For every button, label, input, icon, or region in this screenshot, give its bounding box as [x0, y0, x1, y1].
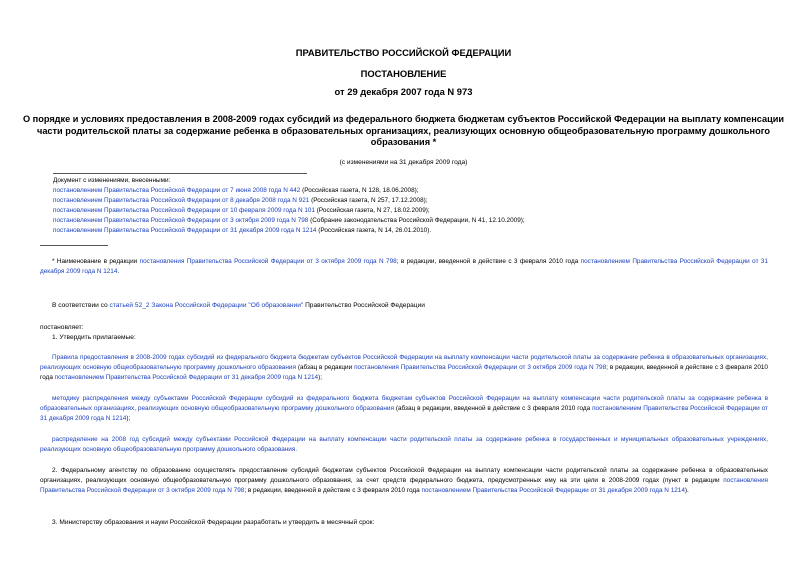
- amendment-link[interactable]: постановлением Правительства Российской Федерации от 8 декабря 2008 года N 921: [53, 197, 310, 204]
- footnote-rule: [40, 245, 108, 246]
- amendment-item: постановлением Правительства Российской Федерации от 10 февраля 2009 года N 101 (Российская газета, N 27, 18.02.2009);: [53, 207, 430, 214]
- footnote: * Наименование в редакции постановления Правительства Российской Федерации от 3 октября 2009 года N 798; в редакции, введенной в действие с 3 февраля 2010 года постановлением Правительства Российской Федерации от 31 декабря 2009 года N 1214.: [40, 258, 768, 275]
- amendments-intro: Документ с изменениями, внесенными:: [53, 177, 171, 184]
- item-2: 2. Федеральному агентству по образованию осуществлять предоставление субсидий бюджетам субъектов Российской Федерации на выплату компенсации части родительской платы за содержание ребенка в образовательных организациях, реализующих основную общеобразовательную программу дошкольного образования, за счет средств федерального бюджета, предусмотренных ему на эти цели в 2008-2009 годах (пункт в редакции постановления Правительства Российской Федерации от 3 октября 2009 года N 798; в редакции, введенной в действие с 3 февраля 2010 года постановлением Правительства Российской Федерации от 31 декабря 2009 года N 1214).: [40, 467, 768, 494]
- resolves-text: постановляет:: [40, 324, 84, 331]
- rules-edit-link[interactable]: постановлением Правительства Российской Федерации от 31 декабря 2009 года N 1214: [54, 374, 319, 381]
- amendments-top-rule: [53, 173, 307, 174]
- amendment-item: постановлением Правительства Российской Федерации от 31 декабря 2009 года N 1214 (Российская газета, N 14, 26.01.2010).: [53, 227, 432, 234]
- item-3: 3. Министерству образования и науки Российской Федерации разработать и утвердить в месячный срок:: [52, 519, 375, 526]
- amendment-item: постановлением Правительства Российской Федерации от 8 декабря 2008 года N 921 (Российская газета, N 257, 17.12.2008);: [53, 197, 428, 204]
- amendment-item: постановлением Правительства Российской Федерации от 3 октября 2009 года N 798 (Собрание законодательства Российской Федерации, N 41, 12.10.2009);: [53, 217, 525, 224]
- rules-edit-link[interactable]: постановления Правительства Российской Федерации от 3 октября 2009 года N 798: [354, 364, 607, 371]
- document-title: О порядке и условиях предоставления в 2008-2009 годах субсидий из федерального бюджета бюджетам субъектов Российской Федерации на выплату компенсации части родительской платы за содержание ребенка в образовательных организациях, реализующих основную общеобразовательную программу дошкольного образования *: [22, 114, 785, 147]
- item-2-edit-link[interactable]: постановления Правительства Российской Федерации от 3 октября 2009 года N 798: [40, 477, 768, 494]
- law-link[interactable]: статьей 52_2 Закона Российской Федерации "Об образовании": [109, 302, 304, 309]
- date-number-heading: от 29 декабря 2007 года N 973: [334, 86, 473, 97]
- amendment-link[interactable]: постановлением Правительства Российской Федерации от 31 декабря 2009 года N 1214: [53, 227, 317, 234]
- method-edit-link[interactable]: постановлением Правительства Российской Федерации от 31 декабря 2009 года N 1214: [40, 405, 768, 422]
- distribution-paragraph: [40, 435, 768, 455]
- rules-paragraph: Правила предоставления в 2008-2009 годах субсидий из федерального бюджета бюджетам субъектов Российской Федерации на выплату компенсации части родительской платы за содержание ребенка в образовательных организациях, реализующих основную общеобразовательную программу дошкольного образования (абзац в редакции постановления Правительства Российской Федерации от 3 октября 2009 года N 798; в редакции, введенной в действие с 3 февраля 2010 года постановлением Правительства Российской Федерации от 31 декабря 2009 года N 1214);: [40, 354, 768, 381]
- method-link[interactable]: методику распределения между субъектами Российской Федерации субсидий из федерального бюджета бюджетам субъектов Российской Федерации на выплату компенсации части родительской платы за содержание ребенка в образовательных организациях, реализующих основную общеобразовательную программу дошкольного образования: [40, 395, 768, 412]
- amendment-item: постановлением Правительства Российской Федерации от 7 июня 2008 года N 442 (Российская газета, N 128, 18.06.2008);: [53, 187, 419, 194]
- amendment-link[interactable]: постановлением Правительства Российской Федерации от 10 февраля 2009 года N 101: [53, 207, 316, 214]
- amendment-link[interactable]: постановлением Правительства Российской Федерации от 7 июня 2008 года N 442: [53, 187, 301, 194]
- preamble: В соответствии со статьей 52_2 Закона Российской Федерации "Об образовании" Правительство Российской Федерации: [52, 302, 425, 309]
- method-paragraph: методику распределения между субъектами Российской Федерации субсидий из федерального бюджета бюджетам субъектов Российской Федерации на выплату компенсации части родительской платы за содержание ребенка в образовательных организациях, реализующих основную общеобразовательную программу дошкольного образования (абзац в редакции, введенной в действие с 3 февраля 2010 года постановлением Правительства Российской Федерации от 31 декабря 2009 года N 1214);: [40, 395, 768, 422]
- government-heading: ПРАВИТЕЛЬСТВО РОССИЙСКОЙ ФЕДЕРАЦИИ: [295, 47, 512, 58]
- amendments-block: [53, 176, 525, 236]
- revision-subtitle: (с изменениями на 31 декабря 2009 года): [339, 159, 468, 166]
- rules-link[interactable]: Правила предоставления в 2008-2009 годах субсидий из федерального бюджета бюджетам субъектов Российской Федерации на выплату компенсации части родительской платы за содержание ребенка в образовательных организациях, реализующих основную общеобразовательную программу дошкольного образования: [40, 354, 768, 371]
- amendment-link[interactable]: постановлением Правительства Российской Федерации от 3 октября 2009 года N 798: [53, 217, 309, 224]
- footnote-link[interactable]: постановлением Правительства Российской Федерации от 31 декабря 2009 года N 1214: [40, 258, 768, 275]
- footnote-link[interactable]: постановления Правительства Российской Федерации от 3 октября 2009 года N 798: [139, 258, 397, 265]
- item-2-edit-link[interactable]: постановлением Правительства Российской Федерации от 31 декабря 2009 года N 1214: [421, 487, 685, 494]
- doc-type-heading: ПОСТАНОВЛЕНИЕ: [360, 68, 447, 79]
- distribution-link[interactable]: распределение на 2008 год субсидий между субъектами Российской Федерации на выплату компенсации части родительской платы за содержание ребенка в государственных и муниципальных образовательных учреждениях, реализующих основную общеобразовательную программу дошкольного образования.: [40, 436, 768, 453]
- item-1: 1. Утвердить прилагаемые:: [52, 334, 136, 341]
